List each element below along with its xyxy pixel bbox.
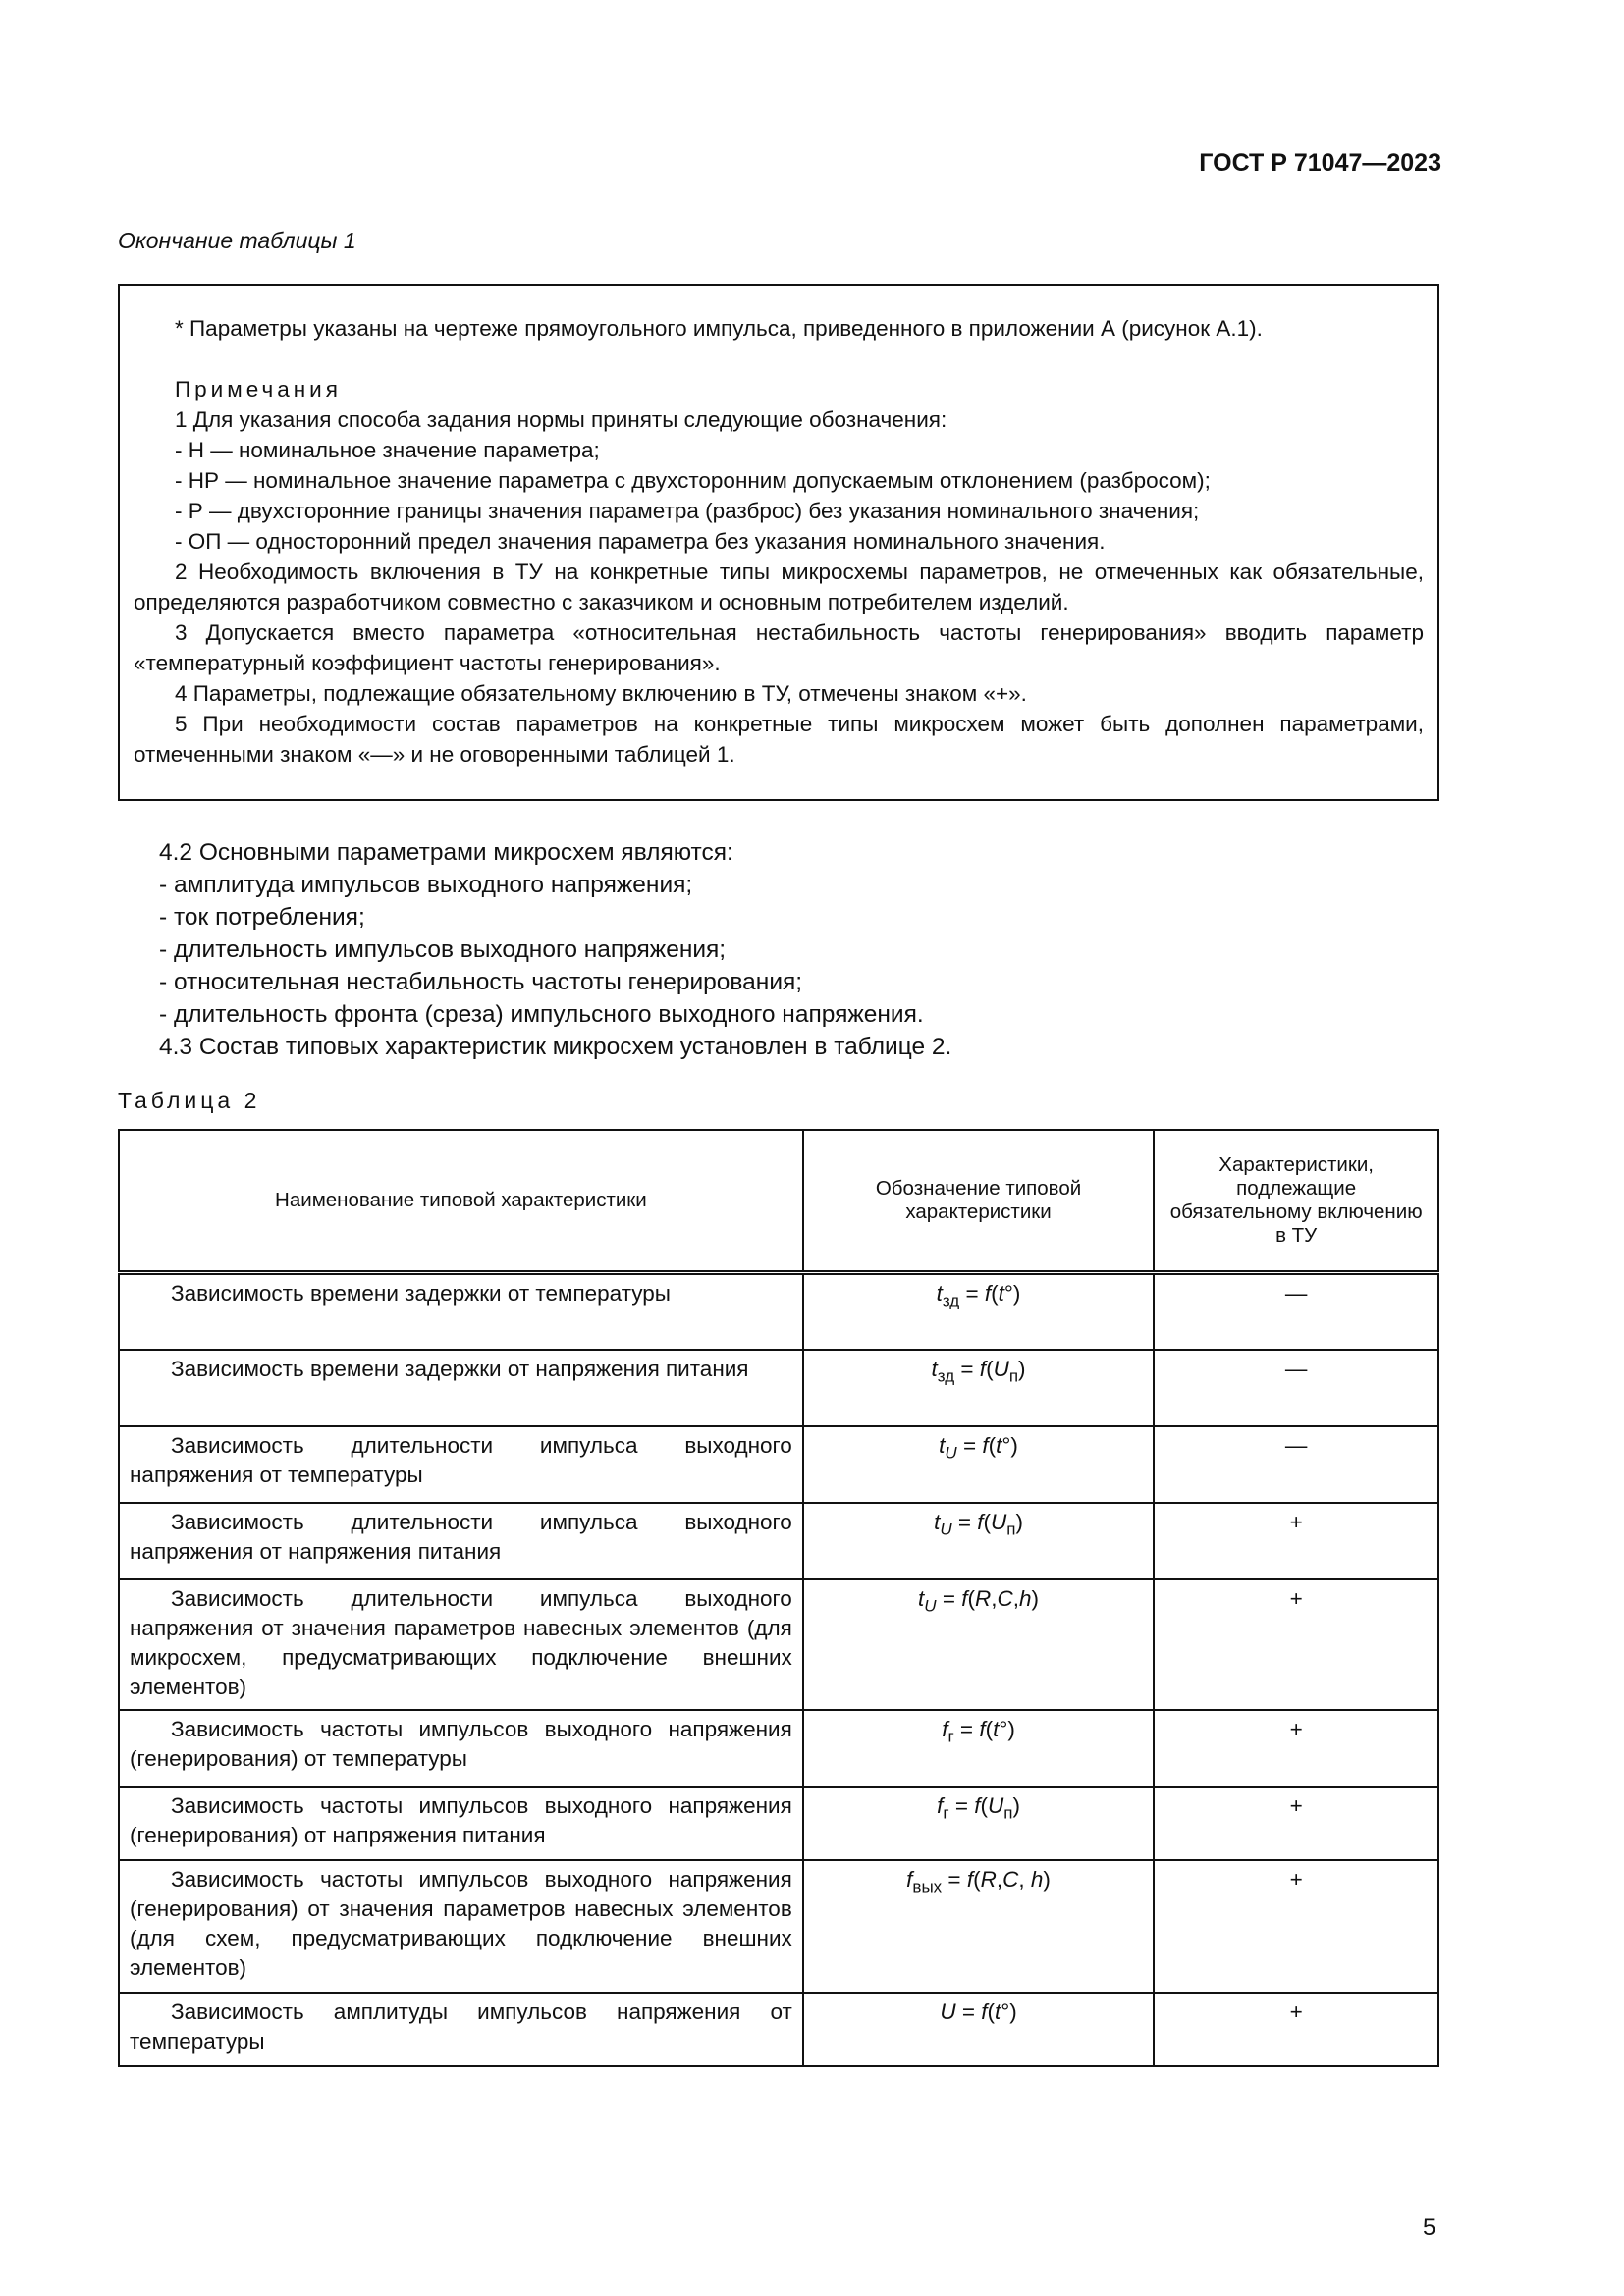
formula-part: °) — [999, 1716, 1015, 1741]
note-line: 2 Необходимость включения в ТУ на конкретные типы микросхемы параметров, не отмеченных как обязательные, определяются разработчиком совместно с заказчиком и основным потребителем изделий. — [134, 560, 1424, 614]
characteristic-formula — [803, 1503, 1155, 1579]
formula-part: °) — [1001, 1999, 1017, 2024]
formula-part: h — [1019, 1585, 1032, 1611]
formula-part: f — [906, 1866, 913, 1892]
characteristic-formula — [803, 1787, 1155, 1860]
table-row — [119, 1503, 1438, 1579]
list-item: - длительность фронта (среза) импульсного выходного напряжения. — [159, 1001, 924, 1028]
list-item: - амплитуда импульсов выходного напряжения; — [159, 872, 693, 898]
formula-part: ( — [988, 1432, 997, 1458]
formula-part: U — [993, 1356, 1009, 1381]
formula-part: = — [936, 1585, 962, 1611]
formula-part: °) — [1003, 1281, 1021, 1306]
formula-part: ( — [986, 1356, 994, 1381]
formula-part: ( — [983, 1509, 992, 1534]
formula-part: t — [939, 1432, 946, 1458]
table-row — [119, 1350, 1438, 1426]
list-item: - длительность импульсов выходного напряжения; — [159, 936, 727, 963]
characteristic-name: Зависимость длительности импульса выходного напряжения от напряжения питания — [119, 1503, 803, 1579]
formula-part: R — [974, 1585, 992, 1611]
formula-part: = — [954, 1356, 980, 1381]
formula-part: h — [1030, 1866, 1044, 1892]
formula-part: ) — [1043, 1866, 1051, 1892]
formula-part: t — [931, 1356, 938, 1381]
mandatory-mark: + — [1154, 1993, 1438, 2066]
footnote: * Параметры указаны на чертеже прямоугольного импульса, приведенного в приложении А (рисунок А.1). — [175, 316, 1263, 341]
formula-part: ( — [973, 1866, 981, 1892]
column-header-designation: Обозначение типовой характеристики — [803, 1130, 1155, 1273]
formula-part: , — [991, 1585, 998, 1611]
table2-label: Таблица 2 — [118, 1088, 261, 1113]
formula-part: t — [996, 1432, 1002, 1458]
formula-part: f — [966, 1866, 974, 1892]
formula-part: ( — [980, 1792, 988, 1818]
formula-part: f — [979, 1356, 987, 1381]
table-continuation-caption: Окончание таблицы 1 — [118, 228, 356, 253]
formula-part: t — [998, 1281, 1004, 1306]
characteristic-name: Зависимость времени задержки от напряжения питания — [119, 1350, 803, 1426]
formula-part: t — [993, 1716, 1000, 1741]
characteristic-formula — [803, 1426, 1155, 1503]
table-row — [119, 1787, 1438, 1860]
formula-part: f — [961, 1585, 968, 1611]
page-number: 5 — [1423, 2215, 1436, 2241]
note-line: 3 Допускается вместо параметра «относительная нестабильность частоты генерирования» вводить параметр «температурный коэффициент частоты генерирования». — [134, 620, 1424, 675]
formula-part: = — [951, 1509, 978, 1534]
mandatory-mark: + — [1154, 1579, 1438, 1710]
formula-part: U — [945, 1443, 957, 1462]
formula-part: f — [942, 1716, 948, 1741]
formula-part: U — [924, 1596, 937, 1615]
characteristic-formula — [803, 1993, 1155, 2066]
notes-title: Примечания — [175, 377, 342, 401]
formula-part: ) — [1018, 1356, 1026, 1381]
characteristic-formula — [803, 1350, 1155, 1426]
document-code: ГОСТ Р 71047—2023 — [1199, 149, 1441, 177]
note-line: - ОП — односторонний предел значения параметра без указания номинального значения. — [175, 529, 1106, 554]
formula-part: U — [940, 1999, 956, 2024]
table-row — [119, 1426, 1438, 1503]
formula-part: C — [997, 1585, 1013, 1611]
formula-part: f — [984, 1281, 992, 1306]
formula-part: ) — [1012, 1792, 1020, 1818]
formula-part: ) — [1015, 1509, 1023, 1534]
formula-part: R — [980, 1866, 997, 1892]
note-line: - Р — двухсторонние границы значения параметра (разброс) без указания номинального значения; — [175, 499, 1200, 523]
mandatory-mark: — — [1154, 1426, 1438, 1503]
formula-part: C — [1002, 1866, 1019, 1892]
column-header-name: Наименование типовой характеристики — [119, 1130, 803, 1273]
formula-part: U — [940, 1520, 952, 1538]
characteristic-name: Зависимость частоты импульсов выходного напряжения (генерирования) от температуры — [119, 1710, 803, 1787]
table-row — [119, 1993, 1438, 2066]
formula-part: г — [947, 1727, 954, 1745]
characteristic-name: Зависимость частоты импульсов выходного напряжения (генерирования) от значения параметров навесных элементов (для схем, предусматривающих подключение внешних элементов) — [119, 1860, 803, 1993]
formula-part: п — [1003, 1803, 1013, 1822]
table-row — [119, 1579, 1438, 1710]
formula-part: f — [982, 1432, 989, 1458]
formula-part: = — [953, 1716, 980, 1741]
formula-part: ( — [967, 1585, 975, 1611]
characteristic-name: Зависимость амплитуды импульсов напряжения от температуры — [119, 1993, 803, 2066]
characteristic-formula — [803, 1860, 1155, 1993]
mandatory-mark: + — [1154, 1787, 1438, 1860]
characteristic-name: Зависимость частоты импульсов выходного напряжения (генерирования) от напряжения питания — [119, 1787, 803, 1860]
paragraph-4-3: 4.3 Состав типовых характеристик микросхем установлен в таблице 2. — [159, 1034, 952, 1060]
mandatory-mark: — — [1154, 1350, 1438, 1426]
formula-part: ( — [991, 1281, 999, 1306]
characteristic-formula — [803, 1273, 1155, 1350]
formula-part: f — [977, 1509, 984, 1534]
characteristic-formula — [803, 1579, 1155, 1710]
formula-part: °) — [1001, 1432, 1018, 1458]
table-row — [119, 1273, 1438, 1350]
formula-part: t — [994, 1999, 1001, 2024]
formula-part: ( — [987, 1999, 995, 2024]
formula-part: = — [942, 1866, 967, 1892]
formula-part: ( — [985, 1716, 994, 1741]
formula-part: п — [1006, 1520, 1016, 1538]
table1-notes-box — [118, 284, 1439, 801]
mandatory-mark: — — [1154, 1273, 1438, 1350]
formula-part: t — [934, 1509, 941, 1534]
formula-part: ) — [1031, 1585, 1040, 1611]
formula-part: t — [918, 1585, 925, 1611]
formula-part: = — [955, 1999, 982, 2024]
formula-part: , — [996, 1866, 1003, 1892]
formula-part: f — [974, 1792, 981, 1818]
formula-part: вых — [912, 1877, 943, 1896]
section-text — [118, 836, 1439, 1063]
formula-part: = — [948, 1792, 975, 1818]
characteristic-name: Зависимость длительности импульса выходного напряжения от значения параметров навесных элементов (для микросхем, предусматривающих подключение внешних элементов) — [119, 1579, 803, 1710]
list-item: - относительная нестабильность частоты генерирования; — [159, 969, 803, 995]
formula-part: t — [936, 1281, 943, 1306]
list-item: - ток потребления; — [159, 904, 365, 931]
paragraph-4-2: 4.2 Основными параметрами микросхем являются: — [159, 839, 733, 866]
characteristic-formula — [803, 1710, 1155, 1787]
mandatory-mark: + — [1154, 1503, 1438, 1579]
formula-part: U — [987, 1792, 1004, 1818]
note-line: 1 Для указания способа задания нормы приняты следующие обозначения: — [175, 407, 947, 432]
table-row — [119, 1710, 1438, 1787]
formula-part: п — [1008, 1366, 1019, 1385]
formula-part: зд — [937, 1366, 955, 1385]
formula-part: f — [981, 1999, 988, 2024]
table-row — [119, 1860, 1438, 1993]
column-header-mandatory: Характеристики, подлежащие обязательному включению в ТУ — [1154, 1130, 1438, 1273]
mandatory-mark: + — [1154, 1710, 1438, 1787]
formula-part: = — [959, 1281, 985, 1306]
formula-part: , — [1012, 1585, 1020, 1611]
table2 — [118, 1129, 1439, 2067]
formula-part: f — [979, 1716, 986, 1741]
formula-part: , — [1018, 1866, 1031, 1892]
note-line: 5 При необходимости состав параметров на конкретные типы микросхем может быть дополнен параметрами, отмеченными знаком «—» и не оговоренными таблицей 1. — [134, 712, 1424, 767]
formula-part: f — [937, 1792, 944, 1818]
note-line: 4 Параметры, подлежащие обязательному включению в ТУ, отмечены знаком «+». — [175, 681, 1027, 706]
characteristic-name: Зависимость длительности импульса выходного напряжения от температуры — [119, 1426, 803, 1503]
formula-part: г — [943, 1803, 949, 1822]
note-line: - НР — номинальное значение параметра с двухсторонним допускаемым отклонением (разбросом); — [175, 468, 1211, 493]
formula-part: U — [991, 1509, 1007, 1534]
formula-part: зд — [942, 1291, 960, 1310]
formula-part: = — [956, 1432, 983, 1458]
characteristic-name: Зависимость времени задержки от температуры — [119, 1273, 803, 1350]
mandatory-mark: + — [1154, 1860, 1438, 1993]
note-line: - Н — номинальное значение параметра; — [175, 438, 600, 462]
